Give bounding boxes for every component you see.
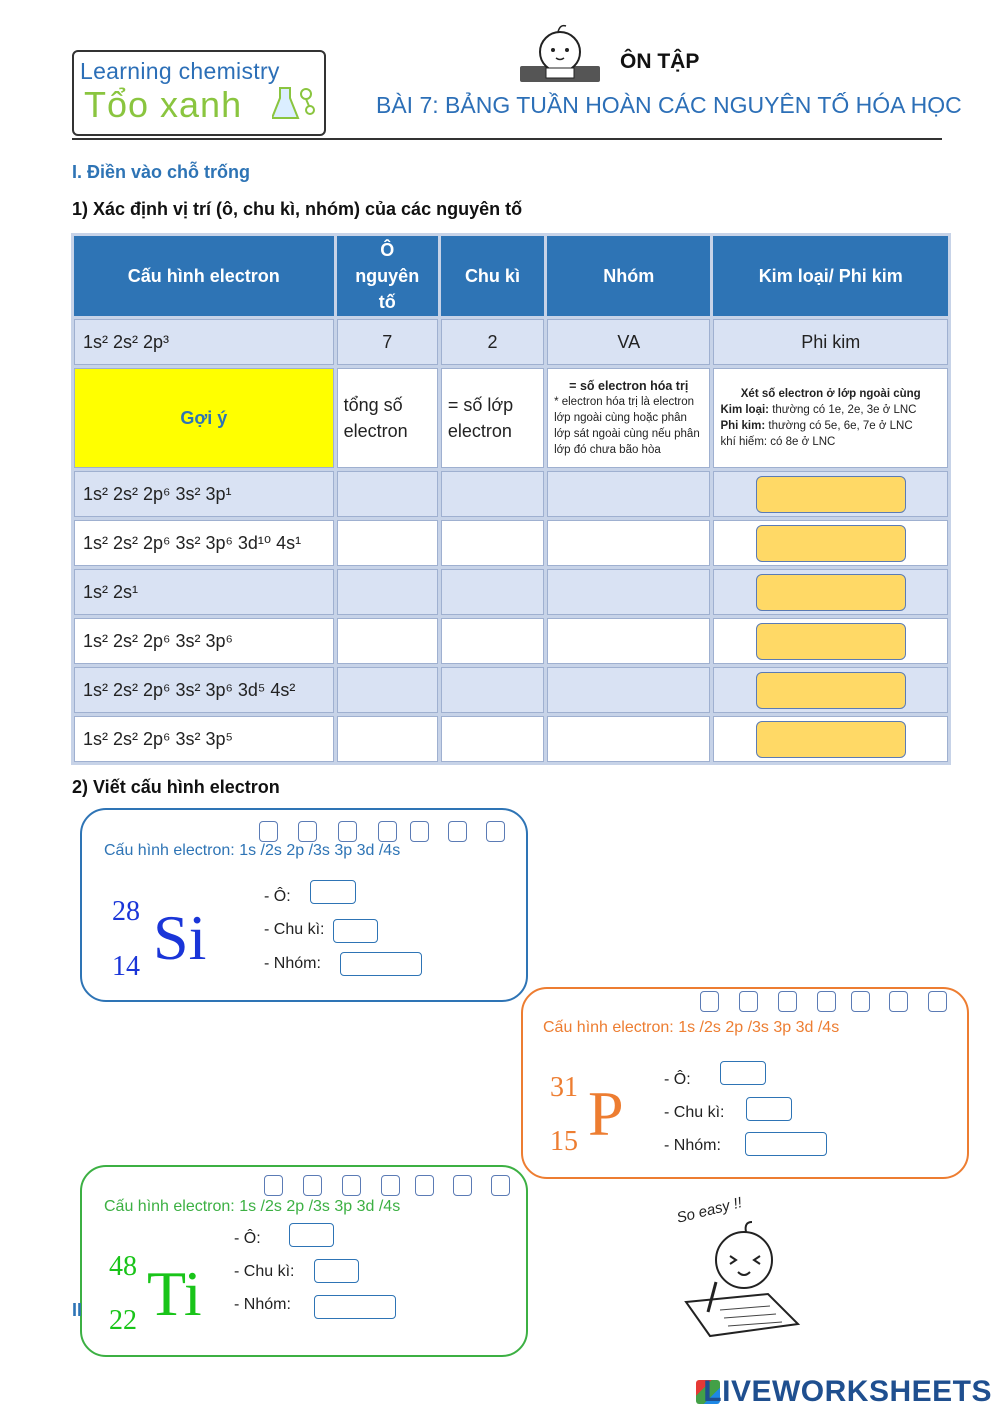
electron-count-input[interactable] bbox=[342, 1175, 361, 1196]
liveworksheets-logo: LIVEWORKSHEETS bbox=[703, 1375, 992, 1408]
field-chu-ki-label-p: - Chu kì: bbox=[664, 1104, 725, 1121]
kim-loai-cell bbox=[713, 716, 948, 762]
table-row bbox=[74, 667, 948, 713]
hint-kl-noble: khí hiếm: có 8e ở LNC bbox=[720, 436, 836, 448]
o-input-p[interactable] bbox=[720, 1061, 766, 1085]
header-chu-ki: Chu kì bbox=[441, 236, 544, 316]
electron-count-input[interactable] bbox=[817, 991, 836, 1012]
electron-count-input[interactable] bbox=[851, 991, 870, 1012]
nhom-input-si[interactable] bbox=[340, 952, 422, 976]
electron-count-input[interactable] bbox=[928, 991, 947, 1012]
electron-count-input[interactable] bbox=[739, 991, 758, 1012]
table-row bbox=[74, 471, 948, 517]
kim-loai-cell bbox=[713, 520, 948, 566]
config-cell: 1s² 2s² 2p⁶ 3s² 3p⁵ bbox=[74, 716, 334, 762]
logo-text-top: Learning chemistry bbox=[80, 58, 280, 84]
hint-nhom-content bbox=[548, 375, 709, 461]
field-o-label-p: - Ô: bbox=[664, 1071, 691, 1088]
kim-loai-dropdown[interactable] bbox=[756, 525, 906, 562]
hint-nhom-body: * electron hóa trị là electron lớp ngoài cùng hoặc phân lớp sát ngoài cùng nếu phân lớp đó chưa bão hòa bbox=[554, 396, 700, 456]
element-symbol-p: P bbox=[588, 1078, 624, 1149]
page-subtitle: BÀI 7: BẢNG TUẦN HOÀN CÁC NGUYÊN TỐ HÓA HỌC bbox=[376, 92, 962, 118]
header-cau-hinh: Cấu hình electron bbox=[74, 236, 334, 316]
field-o-label-si: - Ô: bbox=[264, 888, 291, 905]
electron-count-input[interactable] bbox=[453, 1175, 472, 1196]
kim-loai-cell bbox=[713, 569, 948, 615]
field-chu-ki-label-ti: - Chu kì: bbox=[234, 1263, 295, 1280]
mass-number-ti: 48 bbox=[109, 1251, 137, 1282]
table-row bbox=[74, 520, 948, 566]
kim-loai-cell: Phi kim bbox=[713, 319, 948, 365]
chu-ki-input-cell[interactable] bbox=[441, 716, 544, 762]
table-row bbox=[74, 716, 948, 762]
table-row bbox=[74, 569, 948, 615]
electron-count-input[interactable] bbox=[415, 1175, 434, 1196]
section-heading: I. Điền vào chỗ trống bbox=[72, 162, 251, 182]
hint-nhom bbox=[547, 368, 710, 468]
o-input-cell[interactable] bbox=[337, 667, 438, 713]
field-nhom-label-p: - Nhóm: bbox=[664, 1137, 721, 1154]
hint-kl-metal-label: Kim loại: bbox=[720, 404, 769, 416]
config-cell: 1s² 2s¹ bbox=[74, 569, 334, 615]
o-input-cell[interactable] bbox=[337, 520, 438, 566]
question-2-heading: 2) Viết cấu hình electron bbox=[72, 777, 280, 797]
hint-o: tổng số electron bbox=[337, 368, 438, 468]
mass-number-p: 31 bbox=[550, 1072, 578, 1103]
field-chu-ki-label-si: - Chu kì: bbox=[264, 921, 325, 938]
atomic-number-p: 15 bbox=[550, 1126, 578, 1157]
config-cell: 1s² 2s² 2p⁶ 3s² 3p⁶ 3d⁵ 4s² bbox=[74, 667, 334, 713]
kim-loai-cell bbox=[713, 471, 948, 517]
kim-loai-dropdown[interactable] bbox=[756, 476, 906, 513]
config-cell: 1s² 2s² 2p⁶ 3s² 3p⁶ 3d¹⁰ 4s¹ bbox=[74, 520, 334, 566]
electron-count-input[interactable] bbox=[778, 991, 797, 1012]
logo-text-bottom: Tổo xanh bbox=[84, 84, 243, 125]
kim-loai-dropdown[interactable] bbox=[756, 672, 906, 709]
hint-kim-loai-content bbox=[714, 383, 947, 453]
cfg-label-si: Cấu hình electron: 1s /2s 2p /3s 3p 3d /4s bbox=[104, 842, 401, 859]
electron-count-input[interactable] bbox=[410, 821, 429, 842]
nhom-input-p[interactable] bbox=[745, 1132, 827, 1156]
hint-kl-metal-line bbox=[720, 402, 941, 418]
nhom-input-ti[interactable] bbox=[314, 1295, 396, 1319]
chu-ki-input-cell[interactable] bbox=[441, 471, 544, 517]
nhom-input-cell[interactable] bbox=[547, 716, 710, 762]
nhom-cell: VA bbox=[547, 319, 710, 365]
hint-kl-nonmetal-label: Phi kim: bbox=[720, 420, 766, 432]
hint-kl-title: Xét số electron ở lớp ngoài cùng bbox=[740, 388, 921, 400]
electron-count-input[interactable] bbox=[491, 1175, 510, 1196]
header-o-text: Ô nguyên tố bbox=[355, 240, 420, 312]
header-o bbox=[337, 236, 438, 316]
table-row-hint bbox=[74, 368, 948, 468]
chu-ki-input-p[interactable] bbox=[746, 1097, 792, 1121]
mascot-reading-icon bbox=[518, 18, 602, 86]
mascot-writing-icon bbox=[680, 1220, 804, 1340]
nhom-input-cell[interactable] bbox=[547, 667, 710, 713]
electron-count-input[interactable] bbox=[378, 821, 397, 842]
element-symbol-si: Si bbox=[153, 902, 207, 973]
nhom-input-cell[interactable] bbox=[547, 569, 710, 615]
header-divider bbox=[72, 138, 942, 140]
nhom-input-cell[interactable] bbox=[547, 471, 710, 517]
chu-ki-input-cell[interactable] bbox=[441, 569, 544, 615]
cfg-label-ti: Cấu hình electron: 1s /2s 2p /3s 3p 3d /4s bbox=[104, 1198, 401, 1215]
o-cell: 7 bbox=[337, 319, 438, 365]
nhom-input-cell[interactable] bbox=[547, 520, 710, 566]
hint-label: Gợi ý bbox=[74, 368, 334, 468]
kim-loai-dropdown[interactable] bbox=[756, 574, 906, 611]
electron-count-input[interactable] bbox=[338, 821, 357, 842]
chu-ki-input-ti[interactable] bbox=[314, 1259, 359, 1283]
chu-ki-input-cell[interactable] bbox=[441, 667, 544, 713]
chu-ki-input-si[interactable] bbox=[333, 919, 378, 943]
chu-ki-cell: 2 bbox=[441, 319, 544, 365]
hint-kl-metal: thường có 1e, 2e, 3e ở LNC bbox=[772, 404, 917, 416]
o-input-ti[interactable] bbox=[289, 1223, 334, 1247]
header-nhom: Nhóm bbox=[547, 236, 710, 316]
kim-loai-cell bbox=[713, 618, 948, 664]
nhom-input-cell[interactable] bbox=[547, 618, 710, 664]
molecule-flask-icon bbox=[272, 84, 316, 124]
electron-count-input[interactable] bbox=[889, 991, 908, 1012]
table-row bbox=[74, 618, 948, 664]
kim-loai-cell bbox=[713, 667, 948, 713]
config-cell: 1s² 2s² 2p⁶ 3s² 3p⁶ bbox=[74, 618, 334, 664]
hint-kl-nonmetal-line bbox=[720, 418, 941, 434]
hint-kl-nonmetal: thường có 5e, 6e, 7e ở LNC bbox=[768, 420, 913, 432]
page-title: ÔN TẬP bbox=[620, 50, 700, 73]
kim-loai-dropdown[interactable] bbox=[756, 721, 906, 758]
hint-chu-ki: = số lớp electron bbox=[441, 368, 544, 468]
chu-ki-input-cell[interactable] bbox=[441, 618, 544, 664]
section-2-heading-partial: II bbox=[72, 1300, 83, 1320]
electron-count-input[interactable] bbox=[298, 821, 317, 842]
o-input-cell[interactable] bbox=[337, 716, 438, 762]
o-input-cell[interactable] bbox=[337, 569, 438, 615]
field-o-label-ti: - Ô: bbox=[234, 1230, 261, 1247]
o-input-cell[interactable] bbox=[337, 618, 438, 664]
electron-count-input[interactable] bbox=[486, 821, 505, 842]
electron-count-input[interactable] bbox=[700, 991, 719, 1012]
electron-count-input[interactable] bbox=[303, 1175, 322, 1196]
config-cell: 1s² 2s² 2p⁶ 3s² 3p¹ bbox=[74, 471, 334, 517]
element-symbol-ti: Ti bbox=[147, 1258, 202, 1329]
electron-count-input[interactable] bbox=[381, 1175, 400, 1196]
o-input-cell[interactable] bbox=[337, 471, 438, 517]
hint-nhom-title: = số electron hóa trị bbox=[569, 379, 689, 393]
chu-ki-input-cell[interactable] bbox=[441, 520, 544, 566]
config-cell: 1s² 2s² 2p³ bbox=[74, 319, 334, 365]
mass-number-si: 28 bbox=[112, 896, 140, 927]
electron-count-input[interactable] bbox=[264, 1175, 283, 1196]
atomic-number-si: 14 bbox=[112, 951, 140, 982]
question-1-heading: 1) Xác định vị trí (ô, chu kì, nhóm) của các nguyên tố bbox=[72, 199, 523, 219]
cfg-label-p: Cấu hình electron: 1s /2s 2p /3s 3p 3d /4s bbox=[543, 1019, 840, 1036]
kim-loai-dropdown[interactable] bbox=[756, 623, 906, 660]
periodic-position-table bbox=[71, 233, 951, 765]
hint-kim-loai bbox=[713, 368, 948, 468]
atomic-number-ti: 22 bbox=[109, 1305, 137, 1336]
field-nhom-label-si: - Nhóm: bbox=[264, 955, 321, 972]
electron-count-input[interactable] bbox=[259, 821, 278, 842]
field-nhom-label-ti: - Nhóm: bbox=[234, 1296, 291, 1313]
electron-count-input[interactable] bbox=[448, 821, 467, 842]
o-input-si[interactable] bbox=[310, 880, 356, 904]
table-row-example bbox=[74, 319, 948, 365]
header-kim-loai: Kim loại/ Phi kim bbox=[713, 236, 948, 316]
doodle-caption: So easy !! bbox=[674, 1194, 744, 1227]
